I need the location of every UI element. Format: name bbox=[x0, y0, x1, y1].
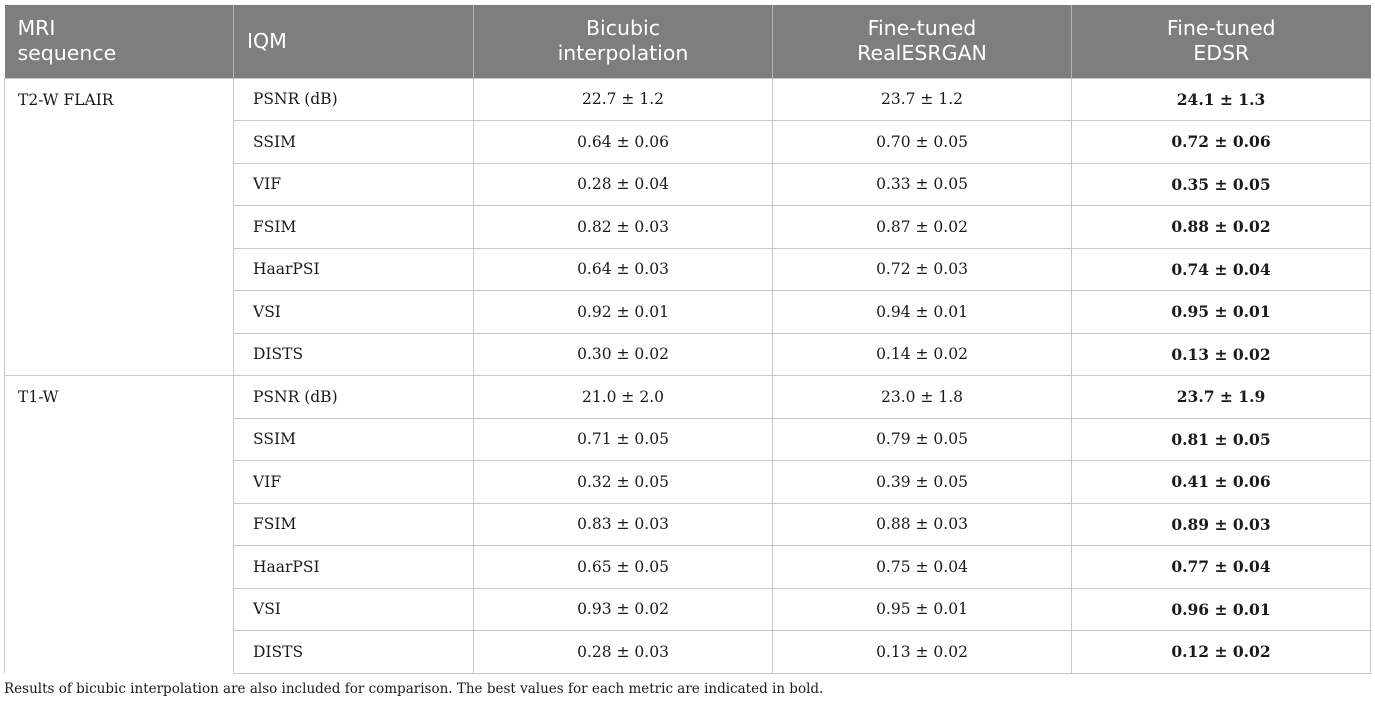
bicubic-value-cell: 0.82 ± 0.03 bbox=[474, 206, 773, 249]
iqm-cell: VSI bbox=[234, 291, 474, 334]
header-edsr: Fine-tuned EDSR bbox=[1072, 5, 1371, 78]
table-footnote: Results of bicubic interpolation are also included for comparison. The best values for each metric are indicated in bold. bbox=[4, 681, 824, 697]
header-mri-sequence: MRI sequence bbox=[5, 5, 234, 78]
edsr-value-cell: 23.7 ± 1.9 bbox=[1072, 376, 1371, 419]
bicubic-value-cell: 0.92 ± 0.01 bbox=[474, 291, 773, 334]
bicubic-value-cell: 0.64 ± 0.06 bbox=[474, 121, 773, 164]
iqm-cell: DISTS bbox=[234, 333, 474, 376]
edsr-value-cell: 0.96 ± 0.01 bbox=[1072, 588, 1371, 631]
sequence-cell: T1-W bbox=[5, 376, 234, 674]
edsr-value-cell: 0.72 ± 0.06 bbox=[1072, 121, 1371, 164]
header-row bbox=[5, 5, 1371, 78]
header-realesrgan: Fine-tuned RealESRGAN bbox=[773, 5, 1072, 78]
realesrgan-value-cell: 0.39 ± 0.05 bbox=[773, 461, 1072, 504]
bicubic-value-cell: 0.28 ± 0.04 bbox=[474, 163, 773, 206]
edsr-value-cell: 0.41 ± 0.06 bbox=[1072, 461, 1371, 504]
realesrgan-value-cell: 0.33 ± 0.05 bbox=[773, 163, 1072, 206]
realesrgan-value-cell: 0.95 ± 0.01 bbox=[773, 588, 1072, 631]
bicubic-value-cell: 0.93 ± 0.02 bbox=[474, 588, 773, 631]
iqm-cell: SSIM bbox=[234, 418, 474, 461]
realesrgan-value-cell: 0.94 ± 0.01 bbox=[773, 291, 1072, 334]
edsr-value-cell: 0.12 ± 0.02 bbox=[1072, 631, 1371, 674]
bicubic-value-cell: 0.64 ± 0.03 bbox=[474, 248, 773, 291]
results-table bbox=[4, 5, 1371, 674]
header-bicubic: Bicubic interpolation bbox=[474, 5, 773, 78]
realesrgan-value-cell: 0.70 ± 0.05 bbox=[773, 121, 1072, 164]
edsr-value-cell: 0.95 ± 0.01 bbox=[1072, 291, 1371, 334]
edsr-value-cell: 0.35 ± 0.05 bbox=[1072, 163, 1371, 206]
iqm-cell: FSIM bbox=[234, 206, 474, 249]
realesrgan-value-cell: 0.87 ± 0.02 bbox=[773, 206, 1072, 249]
header-iqm: IQM bbox=[234, 5, 474, 78]
iqm-cell: PSNR (dB) bbox=[234, 78, 474, 121]
realesrgan-value-cell: 0.13 ± 0.02 bbox=[773, 631, 1072, 674]
bicubic-value-cell: 0.28 ± 0.03 bbox=[474, 631, 773, 674]
iqm-cell: HaarPSI bbox=[234, 248, 474, 291]
edsr-value-cell: 0.88 ± 0.02 bbox=[1072, 206, 1371, 249]
realesrgan-value-cell: 23.0 ± 1.8 bbox=[773, 376, 1072, 419]
realesrgan-value-cell: 0.14 ± 0.02 bbox=[773, 333, 1072, 376]
table-row bbox=[5, 78, 1371, 121]
realesrgan-value-cell: 0.75 ± 0.04 bbox=[773, 546, 1072, 589]
realesrgan-value-cell: 0.88 ± 0.03 bbox=[773, 503, 1072, 546]
edsr-value-cell: 0.13 ± 0.02 bbox=[1072, 333, 1371, 376]
realesrgan-value-cell: 23.7 ± 1.2 bbox=[773, 78, 1072, 121]
table-row bbox=[5, 376, 1371, 419]
realesrgan-value-cell: 0.79 ± 0.05 bbox=[773, 418, 1072, 461]
iqm-cell: FSIM bbox=[234, 503, 474, 546]
iqm-cell: DISTS bbox=[234, 631, 474, 674]
iqm-cell: VIF bbox=[234, 461, 474, 504]
edsr-value-cell: 24.1 ± 1.3 bbox=[1072, 78, 1371, 121]
edsr-value-cell: 0.81 ± 0.05 bbox=[1072, 418, 1371, 461]
iqm-cell: HaarPSI bbox=[234, 546, 474, 589]
edsr-value-cell: 0.77 ± 0.04 bbox=[1072, 546, 1371, 589]
iqm-cell: VSI bbox=[234, 588, 474, 631]
bicubic-value-cell: 0.71 ± 0.05 bbox=[474, 418, 773, 461]
bicubic-value-cell: 21.0 ± 2.0 bbox=[474, 376, 773, 419]
table-body bbox=[5, 78, 1371, 673]
realesrgan-value-cell: 0.72 ± 0.03 bbox=[773, 248, 1072, 291]
sequence-cell: T2-W FLAIR bbox=[5, 78, 234, 376]
table-header bbox=[5, 5, 1371, 78]
bicubic-value-cell: 0.83 ± 0.03 bbox=[474, 503, 773, 546]
bicubic-value-cell: 0.65 ± 0.05 bbox=[474, 546, 773, 589]
iqm-cell: SSIM bbox=[234, 121, 474, 164]
bicubic-value-cell: 0.30 ± 0.02 bbox=[474, 333, 773, 376]
bicubic-value-cell: 22.7 ± 1.2 bbox=[474, 78, 773, 121]
bicubic-value-cell: 0.32 ± 0.05 bbox=[474, 461, 773, 504]
iqm-cell: VIF bbox=[234, 163, 474, 206]
edsr-value-cell: 0.89 ± 0.03 bbox=[1072, 503, 1371, 546]
iqm-cell: PSNR (dB) bbox=[234, 376, 474, 419]
edsr-value-cell: 0.74 ± 0.04 bbox=[1072, 248, 1371, 291]
